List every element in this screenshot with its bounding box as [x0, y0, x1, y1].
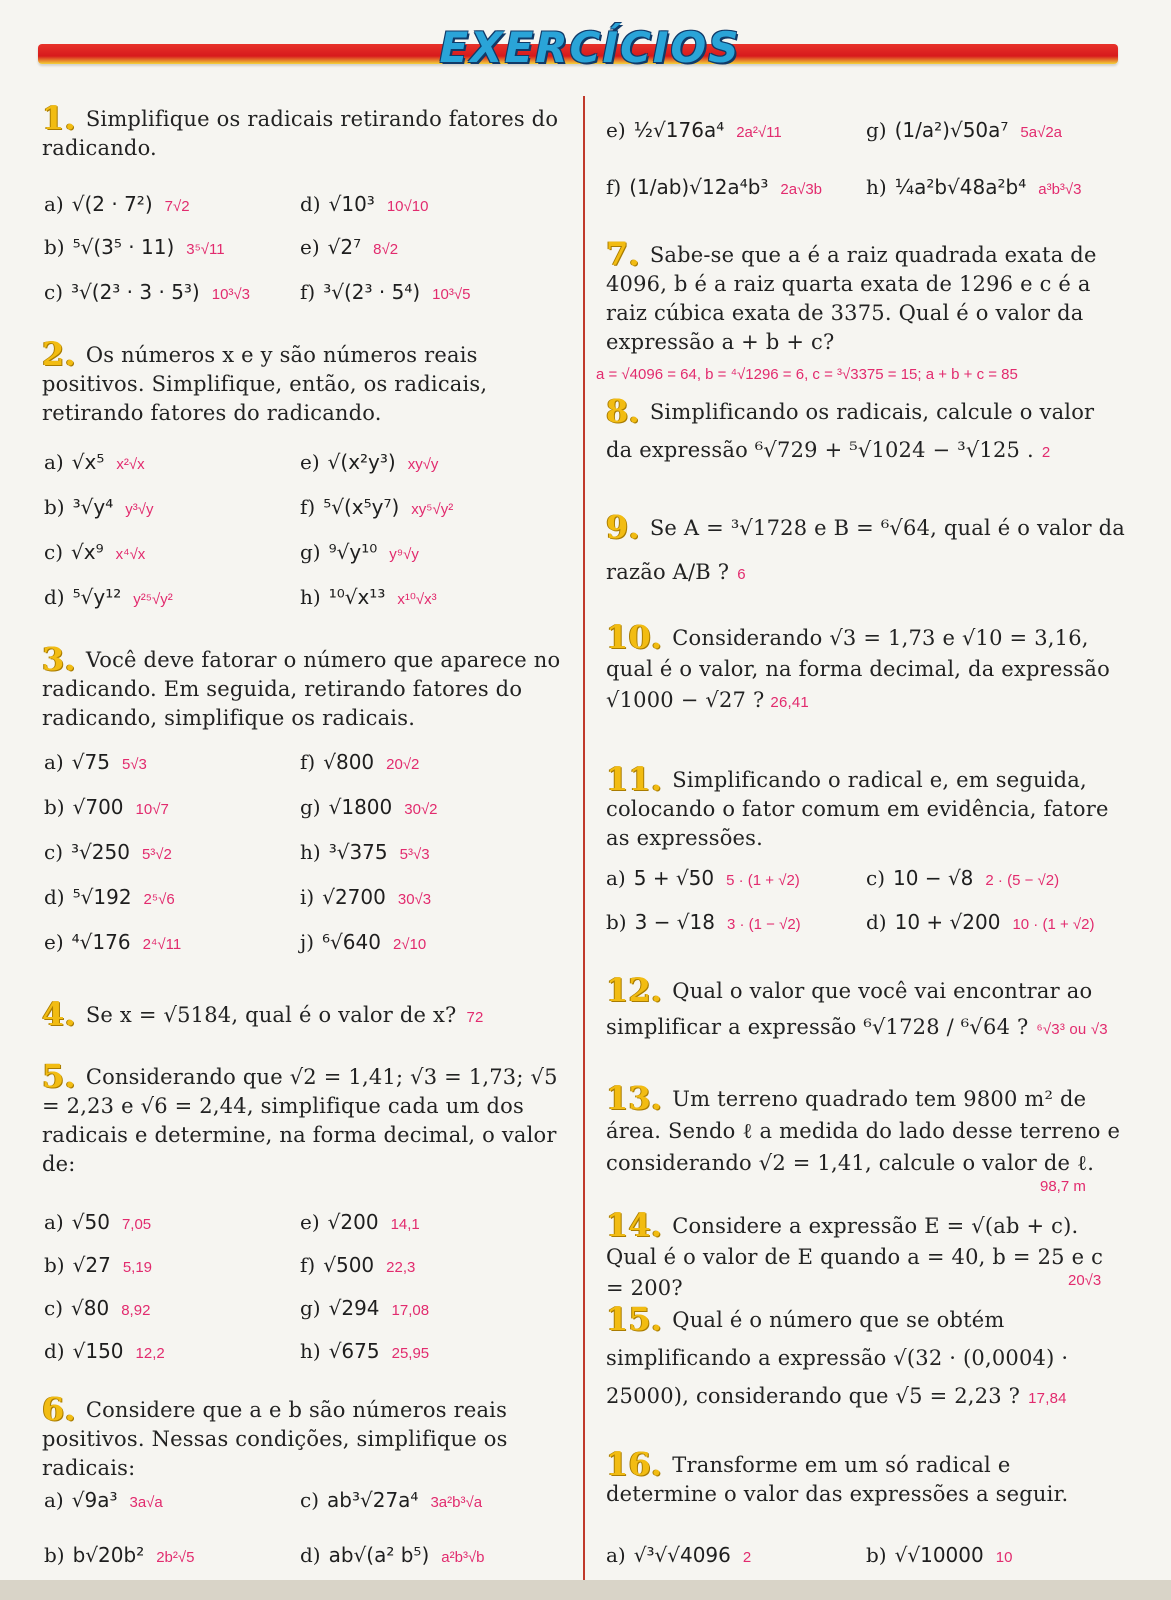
exercise-6 [42, 1390, 562, 1483]
exercise-number: 8. [606, 392, 640, 430]
exercise-answer: 2 [1041, 444, 1051, 461]
ex3-item-h: h) ³√375 5³√3 [300, 840, 430, 864]
exercise-statement: Um terreno quadrado tem 9800 m² de área. Sendo ℓ a medida do lado desse terreno e considerando √2 = 1,41, calcule o valor de ℓ. [606, 1087, 1121, 1175]
ex2-item-e: e) √(x²y³) xy√y [300, 450, 439, 474]
exercise-statement: Qual é o número que se obtém simplificando a expressão √(32 · (0,0004) · 25000), considerando que √5 = 2,23 ? [606, 1308, 1069, 1408]
ex5-item-e: e) √200 14,1 [300, 1210, 420, 1234]
ex5-item-f: f) √500 22,3 [300, 1253, 416, 1277]
exercise-number: 3. [42, 640, 76, 678]
exercise-answer: 26,41 [770, 694, 809, 711]
ex1-item-b: b) ⁵√(3⁵ · 11) 3⁵√11 [44, 235, 225, 259]
exercise-answer: 6 [737, 566, 746, 583]
exercise-statement: Qual o valor que você vai encontrar ao simplificar a expressão ⁶√1728 / ⁶√64 ? [606, 979, 1093, 1039]
exercise-number: 2. [42, 335, 76, 373]
exercise-number: 4. [42, 995, 76, 1033]
ex16-item-b: b) √√10000 10 [866, 1543, 1013, 1567]
exercise-number: 16. [606, 1445, 663, 1483]
exercise-number: 5. [42, 1057, 76, 1095]
ex2-item-h: h) ¹⁰√x¹³ x¹⁰√x³ [300, 585, 437, 609]
exercise-number: 14. [606, 1206, 663, 1244]
ex3-item-e: e) ⁴√176 2⁴√11 [44, 930, 182, 954]
exercise-number: 12. [606, 971, 663, 1009]
exercise-4 [42, 995, 562, 1033]
ex1-item-e: e) √2⁷ 8√2 [300, 235, 399, 259]
exercise-number: 15. [606, 1300, 663, 1338]
exercise-statement: Os números x e y são números reais positivos. Simplifique, então, os radicais, retirando fatores do radicando. [42, 343, 488, 425]
ex11-item-a: a) 5 + √50 5 · (1 + √2) [606, 866, 800, 890]
ex3-item-c: c) ³√250 5³√2 [44, 840, 172, 864]
page-edge [0, 1580, 1171, 1600]
ex5-item-h: h) √675 25,95 [300, 1339, 430, 1363]
ex14-answer: 20√3 [1068, 1272, 1102, 1289]
ex3-item-g: g) √1800 30√2 [300, 795, 438, 819]
exercise-2 [42, 335, 562, 428]
exercise-statement: Considere a expressão E = √(ab + c). Qual é o valor de E quando a = 40, b = 25 e c = 200? [606, 1214, 1104, 1300]
exercise-statement: Considerando √3 = 1,73 e √10 = 3,16, qual é o valor, na forma decimal, da expressão √1000 − √27 ? [606, 626, 1110, 712]
ex1-item-d: d) √10³ 10√10 [300, 192, 429, 216]
exercise-statement: Considere que a e b são números reais positivos. Nessas condições, simplifique os radicais: [42, 1398, 508, 1480]
ex6-item-g: g) (1/a²)√50a⁷ 5a√2a [866, 118, 1063, 142]
exercise-16 [606, 1445, 1126, 1509]
page-title: EXERCÍCIOS [439, 23, 741, 72]
ex6-item-b: b) b√20b² 2b²√5 [44, 1543, 195, 1567]
exercise-statement: Sabe-se que a é a raiz quadrada exata de 4096, b é a raiz quarta exata de 1296 e c é a raiz cúbica exata de 3375. Qual é o valor da expressão a + b + c? [606, 243, 1097, 354]
exercise-14 [606, 1206, 1126, 1304]
ex6-item-d: d) ab√(a² b⁵) a²b³√b [300, 1543, 485, 1567]
exercise-1 [42, 99, 562, 163]
ex11-item-d: d) 10 + √200 10 · (1 + √2) [866, 910, 1095, 934]
exercise-13 [606, 1079, 1126, 1179]
exercise-statement: Transforme em um só radical e determine o valor das expressões a seguir. [606, 1453, 1069, 1506]
exercise-3 [42, 640, 562, 733]
ex11-item-c: c) 10 − √8 2 · (5 − √2) [866, 866, 1060, 890]
exercise-number: 7. [606, 235, 640, 273]
ex3-item-d: d) ⁵√192 2⁵√6 [44, 885, 175, 909]
ex3-item-i: i) √2700 30√3 [300, 885, 432, 909]
ex6-item-h: h) ¼a²b√48a²b⁴ a³b³√3 [866, 175, 1082, 199]
ex1-item-f: f) ³√(2³ · 5⁴) 10³√5 [300, 280, 471, 304]
ex13-answer: 98,7 m [1040, 1178, 1086, 1195]
ex7-answer: a = √4096 = 64, b = ⁴√1296 = 6, c = ³√3375 = 15; a + b + c = 85 [596, 366, 1018, 383]
exercise-statement: Simplificando os radicais, calcule o valor da expressão ⁶√729 + ⁵√1024 − ³√125 . [606, 400, 1095, 462]
exercise-15 [606, 1300, 1126, 1418]
ex6-item-a: a) √9a³ 3a√a [44, 1488, 163, 1512]
ex3-item-j: j) ⁶√640 2√10 [300, 930, 427, 954]
exercise-10 [606, 618, 1126, 718]
exercise-statement: Se A = ³√1728 e B = ⁶√64, qual é o valor da razão A/B ? [606, 516, 1126, 584]
ex2-item-c: c) √x⁹ x⁴√x [44, 540, 146, 564]
ex1-item-a: a) √(2 · 7²) 7√2 [44, 192, 190, 216]
ex2-item-a: a) √x⁵ x²√x [44, 450, 145, 474]
ex5-item-c: c) √80 8,92 [44, 1296, 151, 1320]
ex3-item-a: a) √75 5√3 [44, 750, 147, 774]
column-divider [583, 96, 585, 1596]
ex5-item-b: b) √27 5,19 [44, 1253, 153, 1277]
exercise-number: 6. [42, 1390, 76, 1428]
ex16-item-a: a) √³√√4096 2 [606, 1543, 752, 1567]
ex2-item-g: g) ⁹√y¹⁰ y⁹√y [300, 540, 419, 564]
ex5-item-d: d) √150 12,2 [44, 1339, 165, 1363]
exercise-number: 1. [42, 99, 76, 137]
ex3-item-b: b) √700 10√7 [44, 795, 169, 819]
exercise-5 [42, 1057, 562, 1179]
ex1-item-c: c) ³√(2³ · 3 · 5³) 10³√3 [44, 280, 251, 304]
exercise-statement: Considerando que √2 = 1,41; √3 = 1,73; √5 = 2,23 e √6 = 2,44, simplifique cada um dos radicais e determine, na forma decimal, o valor de: [42, 1065, 558, 1176]
exercise-9 [606, 505, 1126, 597]
ex2-item-f: f) ⁵√(x⁵y⁷) xy⁵√y² [300, 495, 454, 519]
ex11-item-b: b) 3 − √18 3 · (1 − √2) [606, 910, 801, 934]
exercise-number: 11. [606, 760, 663, 798]
ex2-item-b: b) ³√y⁴ y³√y [44, 495, 154, 519]
ex3-item-f: f) √800 20√2 [300, 750, 420, 774]
exercise-answer: 17,84 [1028, 1390, 1067, 1407]
exercise-statement: Simplifique os radicais retirando fatores do radicando. [42, 107, 559, 160]
exercise-statement: Simplificando o radical e, em seguida, colocando o fator comum em evidência, fatore as expressões. [606, 768, 1109, 850]
ex6-item-c: c) ab³√27a⁴ 3a²b³√a [300, 1488, 483, 1512]
exercise-number: 13. [606, 1079, 663, 1117]
exercise-answer: ⁶√3³ ou √3 [1036, 1021, 1108, 1038]
exercise-number: 10. [606, 618, 663, 656]
ex6-item-e: e) ½√176a⁴ 2a²√11 [606, 118, 782, 142]
exercise-number: 9. [606, 508, 640, 546]
exercise-11 [606, 760, 1126, 853]
exercise-8 [606, 392, 1126, 472]
exercise-statement: Se x = √5184, qual é o valor de x? [85, 1003, 457, 1027]
exercise-12 [606, 972, 1126, 1048]
ex2-item-d: d) ⁵√y¹² y²⁵√y² [44, 585, 173, 609]
exercise-answer: 72 [466, 1009, 484, 1026]
exercise-statement: Você deve fatorar o número que aparece no radicando. Em seguida, retirando fatores do radicando, simplifique os radicais. [42, 648, 561, 730]
ex5-item-a: a) √50 7,05 [44, 1210, 152, 1234]
ex5-item-g: g) √294 17,08 [300, 1296, 430, 1320]
exercise-7 [606, 235, 1126, 357]
ex6-item-f: f) (1/ab)√12a⁴b³ 2a√3b [606, 175, 823, 199]
